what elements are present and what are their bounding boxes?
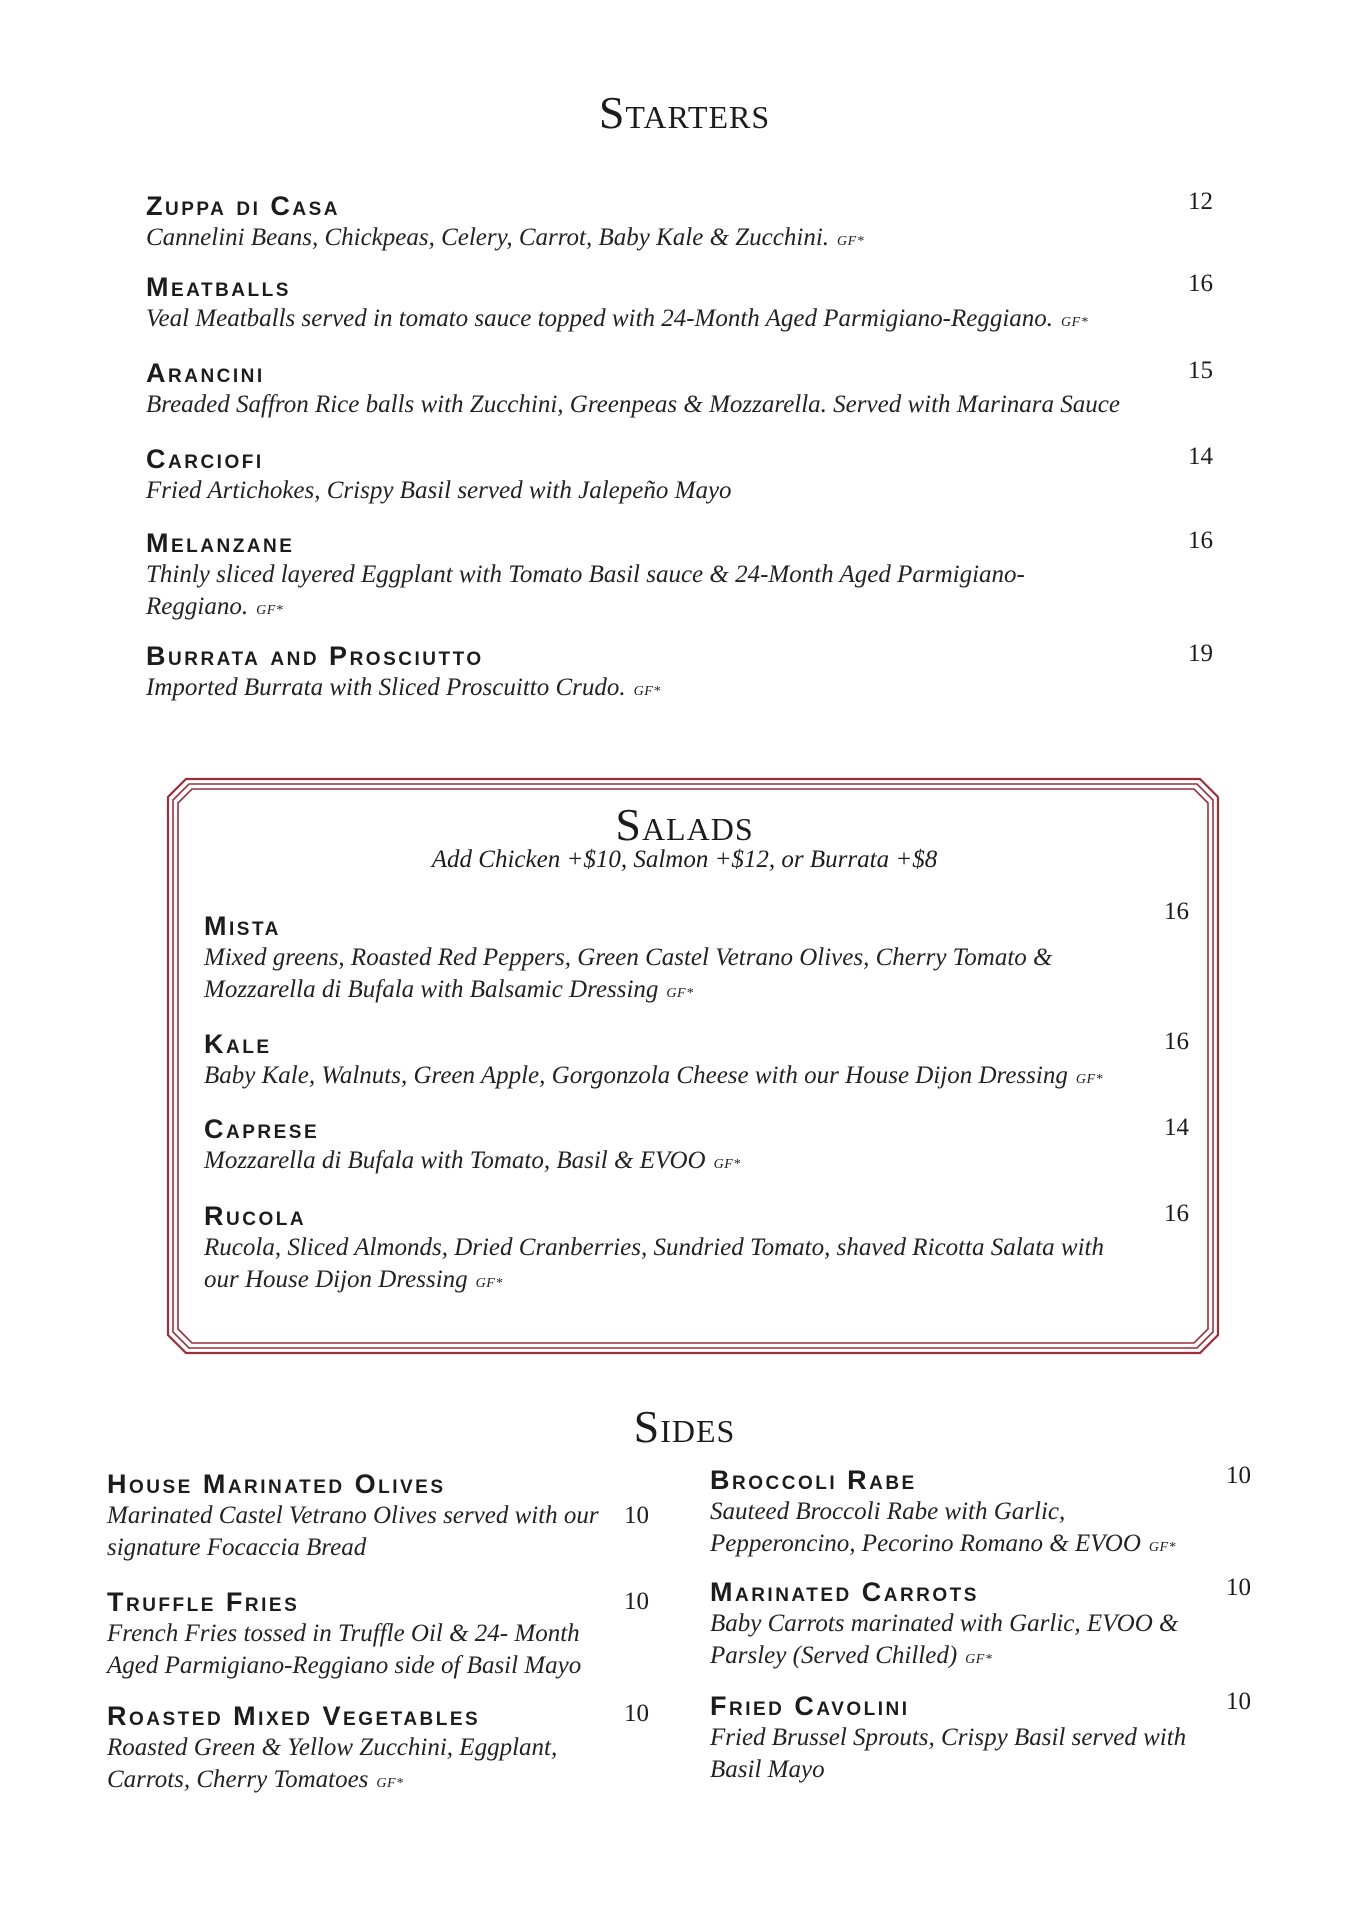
gf-badge: GF* [256, 603, 284, 618]
item-price: 10 [624, 1700, 649, 1727]
item-description: Imported Burrata with Sliced Proscuitto Crudo. GF* [146, 674, 661, 701]
item-description: Thinly sliced layered Eggplant with Tomato Basil sauce & 24-Month Aged Parmigiano-Reggiano. GF* [146, 561, 1025, 620]
starter-item [146, 271, 1146, 339]
salad-item [204, 1200, 1134, 1300]
item-price: 10 [1226, 1462, 1251, 1489]
item-name: Broccoli Rabe [710, 1465, 917, 1495]
side-item [107, 1468, 607, 1564]
salad-item [204, 910, 1124, 1010]
item-name: Mista [204, 911, 281, 941]
salads-title: Salads [615, 799, 754, 850]
gf-badge: GF* [1148, 1540, 1177, 1555]
starter-item [146, 443, 1146, 507]
item-price: 16 [1188, 270, 1213, 297]
item-description: Baby Kale, Walnuts, Green Apple, Gorgonzola Cheese with our House Dijon Dressing GF* [204, 1062, 1104, 1089]
item-price: 10 [1226, 1688, 1251, 1715]
gf-badge: GF* [837, 234, 865, 249]
item-description: Marinated Castel Vetrano Olives served with our signature Focaccia Bread [107, 1502, 599, 1561]
item-description: Sauteed Broccoli Rabe with Garlic, Pepperoncino, Pecorino Romano & EVOO GF* [710, 1498, 1177, 1557]
item-description: French Fries tossed in Truffle Oil & 24- Month Aged Parmigiano-Reggiano side of Basil Mayo [107, 1620, 582, 1679]
item-price: 10 [624, 1588, 649, 1615]
item-name: Marinated Carrots [710, 1577, 979, 1607]
item-description: Veal Meatballs served in tomato sauce topped with 24-Month Aged Parmigiano-Reggiano. GF* [146, 305, 1089, 332]
item-name: House Marinated Olives [107, 1469, 446, 1499]
sides-title: Sides [633, 1401, 736, 1452]
item-price: 16 [1188, 527, 1213, 554]
item-name: Truffle Fries [107, 1587, 300, 1617]
item-description: Roasted Green & Yellow Zucchini, Eggplant, Carrots, Cherry Tomatoes GF* [107, 1734, 558, 1793]
salad-item [204, 1113, 1124, 1181]
item-name: Fried Cavolini [710, 1691, 910, 1721]
item-name: Kale [204, 1029, 272, 1059]
item-name: Carciofi [146, 444, 264, 474]
side-item [710, 1576, 1190, 1676]
side-item [710, 1690, 1190, 1786]
item-price: 10 [624, 1502, 649, 1529]
item-description: Cannelini Beans, Chickpeas, Celery, Carrot, Baby Kale & Zucchini. GF* [146, 224, 865, 251]
side-item [107, 1700, 607, 1800]
salads-subtitle: Add Chicken +$10, Salmon +$12, or Burrata +$8 [431, 846, 938, 873]
starter-item [146, 190, 1146, 258]
item-description: Fried Artichokes, Crispy Basil served with Jalepeño Mayo [146, 477, 732, 504]
gf-badge: GF* [633, 684, 661, 699]
item-description: Rucola, Sliced Almonds, Dried Cranberries, Sundried Tomato, shaved Ricotta Salata with our House Dijon Dressing GF* [204, 1234, 1104, 1293]
item-name: Rucola [204, 1201, 307, 1231]
item-name: Meatballs [146, 272, 291, 302]
item-description: Mixed greens, Roasted Red Peppers, Green Castel Vetrano Olives, Cherry Tomato & Mozzarella di Bufala with Balsamic Dressing GF* [204, 944, 1053, 1003]
item-description: Fried Brussel Sprouts, Crispy Basil served with Basil Mayo [710, 1724, 1187, 1783]
item-price: 14 [1164, 1114, 1189, 1141]
starter-item [146, 527, 1136, 627]
item-price: 16 [1164, 1200, 1189, 1227]
item-name: Roasted Mixed Vegetables [107, 1701, 481, 1731]
item-name: Burrata and Prosciutto [146, 641, 484, 671]
item-name: Caprese [204, 1114, 320, 1144]
starter-item [146, 357, 1146, 421]
gf-badge: GF* [376, 1776, 404, 1791]
item-description: Baby Carrots marinated with Garlic, EVOO & Parsley (Served Chilled) GF* [710, 1610, 1179, 1669]
starter-item [146, 640, 1146, 708]
gf-badge: GF* [1075, 1072, 1104, 1087]
item-price: 19 [1188, 640, 1213, 667]
item-price: 16 [1164, 898, 1189, 925]
item-price: 12 [1188, 188, 1213, 215]
salad-item [204, 1028, 1144, 1096]
gf-badge: GF* [475, 1276, 503, 1291]
item-price: 14 [1188, 443, 1213, 470]
starters-title: Starters [598, 87, 771, 138]
item-price: 10 [1226, 1574, 1251, 1601]
side-item [710, 1464, 1190, 1564]
gf-badge: GF* [1061, 315, 1089, 330]
side-item [107, 1586, 607, 1682]
item-name: Melanzane [146, 528, 295, 558]
item-price: 15 [1188, 357, 1213, 384]
item-price: 16 [1164, 1028, 1189, 1055]
gf-badge: GF* [965, 1652, 993, 1667]
gf-badge: GF* [713, 1157, 741, 1172]
item-name: Zuppa di Casa [146, 191, 340, 221]
item-name: Arancini [146, 358, 265, 388]
item-description: Mozzarella di Bufala with Tomato, Basil & EVOO GF* [204, 1147, 741, 1174]
item-description: Breaded Saffron Rice balls with Zucchini, Greenpeas & Mozzarella. Served with Marinara Sauce [146, 391, 1120, 418]
gf-badge: GF* [666, 986, 694, 1001]
